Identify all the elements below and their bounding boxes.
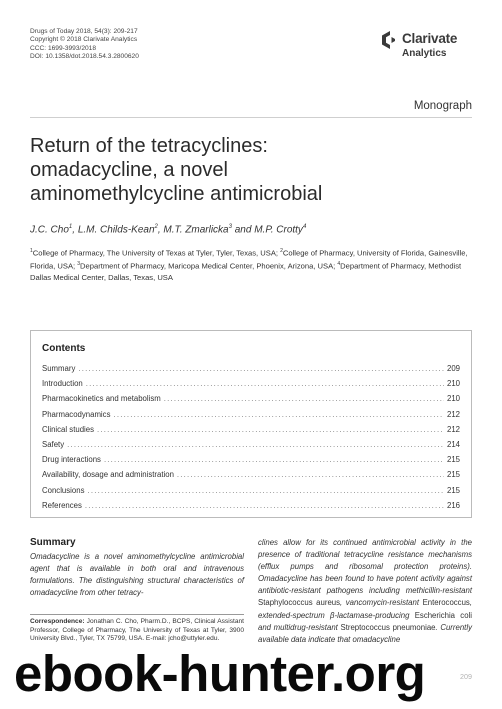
toc-entry-page: 212 — [446, 409, 460, 419]
toc-entry-title: Introduction — [42, 379, 83, 389]
affiliation-text: Department of Pharmacy, Methodist Dallas Medical Center, Dallas, Texas, USA — [30, 261, 462, 282]
author-name: J.C. Cho — [30, 224, 69, 236]
affiliation-mark: 4 — [337, 260, 341, 267]
clarivate-logo — [378, 30, 478, 66]
author-affiliation-mark: 4 — [302, 224, 307, 230]
toc-entry-title: Safety — [42, 439, 65, 449]
summary-text-col2 — [258, 537, 472, 646]
affiliation-mark: 3 — [77, 260, 81, 267]
toc-entry-page: 214 — [446, 439, 460, 449]
organism-name: Enterococcus — [422, 598, 470, 608]
doi-line: DOI: 10.1358/dot.2018.54.3.2800620 — [30, 53, 139, 61]
logo-word-clarivate: Clarivate — [402, 31, 458, 46]
toc-entry-safety[interactable] — [42, 440, 460, 455]
organism-name: Escherichia coli — [414, 610, 472, 620]
author-affiliation-mark: 1 — [68, 224, 73, 230]
affiliation-text: Department of Pharmacy, Maricopa Medical Center, Phoenix, Arizona, USA; — [80, 261, 338, 271]
toc-entry-introduction[interactable] — [42, 379, 460, 394]
affiliation-mark: 1 — [30, 248, 33, 254]
author-name: M.P. Crotty — [254, 224, 303, 236]
toc-entry-page: 215 — [446, 455, 460, 465]
affiliation-text: College of Pharmacy, University of Florida, Gainesville, Florida, USA; — [30, 248, 468, 271]
author-separator: , — [72, 224, 78, 236]
toc-leader-dots — [104, 455, 444, 464]
author-list — [30, 224, 306, 235]
author-separator: and — [231, 224, 255, 236]
correspondence-divider — [30, 614, 244, 615]
ccc-line: CCC: 1699-3993/2018 — [30, 44, 96, 52]
clarivate-logo-icon — [378, 30, 398, 50]
article-title — [30, 134, 472, 206]
author-separator: , — [157, 224, 164, 236]
toc-entry-page: 215 — [446, 485, 460, 495]
toc-entry-references[interactable] — [42, 501, 460, 516]
summary-text: , extended-spectrum β-lactamase-producing — [258, 598, 472, 620]
contents-heading: Contents — [42, 343, 86, 354]
summary-text-col1: Omadacycline is a novel aminomethylcycline antimicrobial agent that is available in both oral and intravenous formulations. The distinguishing structural characteristics of omadacycline from other tetracy- — [30, 552, 244, 598]
toc-entry-summary[interactable] — [42, 364, 460, 379]
copyright-line: Copyright © 2018 Clarivate Analytics — [30, 36, 138, 44]
toc-entry-title: Pharmacokinetics and metabolism — [42, 394, 161, 404]
toc-entry-title: References — [42, 500, 82, 510]
toc-entry-page: 210 — [446, 379, 460, 389]
author-affiliation-mark: 2 — [154, 224, 158, 230]
journal-line: Drugs of Today 2018, 54(3): 209-217 — [30, 28, 138, 35]
toc-entry-page: 209 — [446, 364, 460, 373]
toc-entry-title: Clinical studies — [42, 424, 95, 434]
toc-entry-page: 215 — [446, 470, 460, 480]
toc-entry-pharmacodynamics[interactable] — [42, 410, 460, 425]
toc-entry-page: 210 — [446, 394, 460, 404]
toc-leader-dots — [177, 470, 444, 479]
toc-leader-dots — [85, 501, 444, 510]
toc-entry-availability[interactable] — [42, 470, 460, 485]
toc-entry-conclusions[interactable] — [42, 486, 460, 501]
toc-leader-dots — [97, 425, 444, 434]
organism-name: Staphylococcus aureus — [258, 598, 341, 608]
affiliations — [30, 246, 472, 283]
summary-text: and multidrug-resistant — [258, 622, 341, 632]
author-name: L.M. Childs-Kean — [77, 224, 155, 236]
title-line-3: aminomethylcycline antimicrobial — [30, 183, 323, 205]
toc-entry-title: Summary — [42, 364, 76, 373]
toc-entry-clinical-studies[interactable] — [42, 425, 460, 440]
toc-entry-title: Availability, dosage and administration — [42, 470, 174, 480]
toc-entry-title: Pharmacodynamics — [42, 409, 111, 419]
contents-list — [42, 364, 460, 516]
toc-leader-dots — [164, 394, 444, 403]
article-type-label: Monograph — [413, 100, 472, 112]
organism-name: Streptococcus pneumoniae — [340, 622, 436, 632]
logo-word-analytics: Analytics — [402, 48, 447, 59]
toc-entry-drug-interactions[interactable] — [42, 455, 460, 470]
summary-heading: Summary — [30, 537, 76, 548]
toc-leader-dots — [87, 486, 444, 495]
affiliation-mark: 2 — [280, 248, 283, 254]
summary-text: , vancomycin-resistant — [340, 598, 423, 608]
affiliation-text: College of Pharmacy, The University of Texas at Tyler, Tyler, Texas, USA; — [32, 248, 281, 258]
toc-leader-dots — [78, 364, 444, 373]
toc-leader-dots — [113, 410, 444, 419]
author-name: M.T. Zmarlicka — [163, 224, 229, 236]
toc-entry-title: Conclusions — [42, 485, 85, 495]
summary-text: clines allow for its continued antimicrobial activity in the presence of traditional tetracycline resistance mechanisms (efflux pumps and ribosomal protection proteins). Omadacycline has been found to have potent activity against antibiotic-resistant pathogens including methicillin-resistant — [258, 538, 472, 596]
journal-metadata — [30, 28, 139, 62]
correspondence-label: Correspondence: — [30, 618, 85, 625]
watermark-overlay — [0, 640, 502, 709]
toc-leader-dots — [67, 440, 444, 449]
correspondence-text: Jonathan C. Cho, Pharm.D., BCPS, Clinical Assistant Professor, College of Pharmacy, The University of Texas at Tyler, 3900 University Blvd., Tyler, TX 75799, USA. E-mail: jcho@uttyler.edu. — [30, 618, 244, 643]
title-line-2: omadacycline, a novel — [30, 159, 228, 181]
table-of-contents — [30, 330, 472, 518]
toc-entry-page: 216 — [446, 500, 460, 510]
toc-entry-page: 212 — [446, 424, 460, 434]
watermark-text: ebook-hunter.org — [14, 645, 426, 702]
toc-leader-dots — [86, 379, 444, 388]
author-affiliation-mark: 3 — [228, 224, 232, 230]
title-line-1: Return of the tetracyclines: — [30, 135, 268, 157]
summary-text: . Currently available data indicate that omadacycline — [258, 622, 472, 644]
toc-entry-pharmacokinetics[interactable] — [42, 394, 460, 409]
header-divider — [30, 117, 472, 118]
toc-entry-title: Drug interactions — [42, 455, 101, 465]
